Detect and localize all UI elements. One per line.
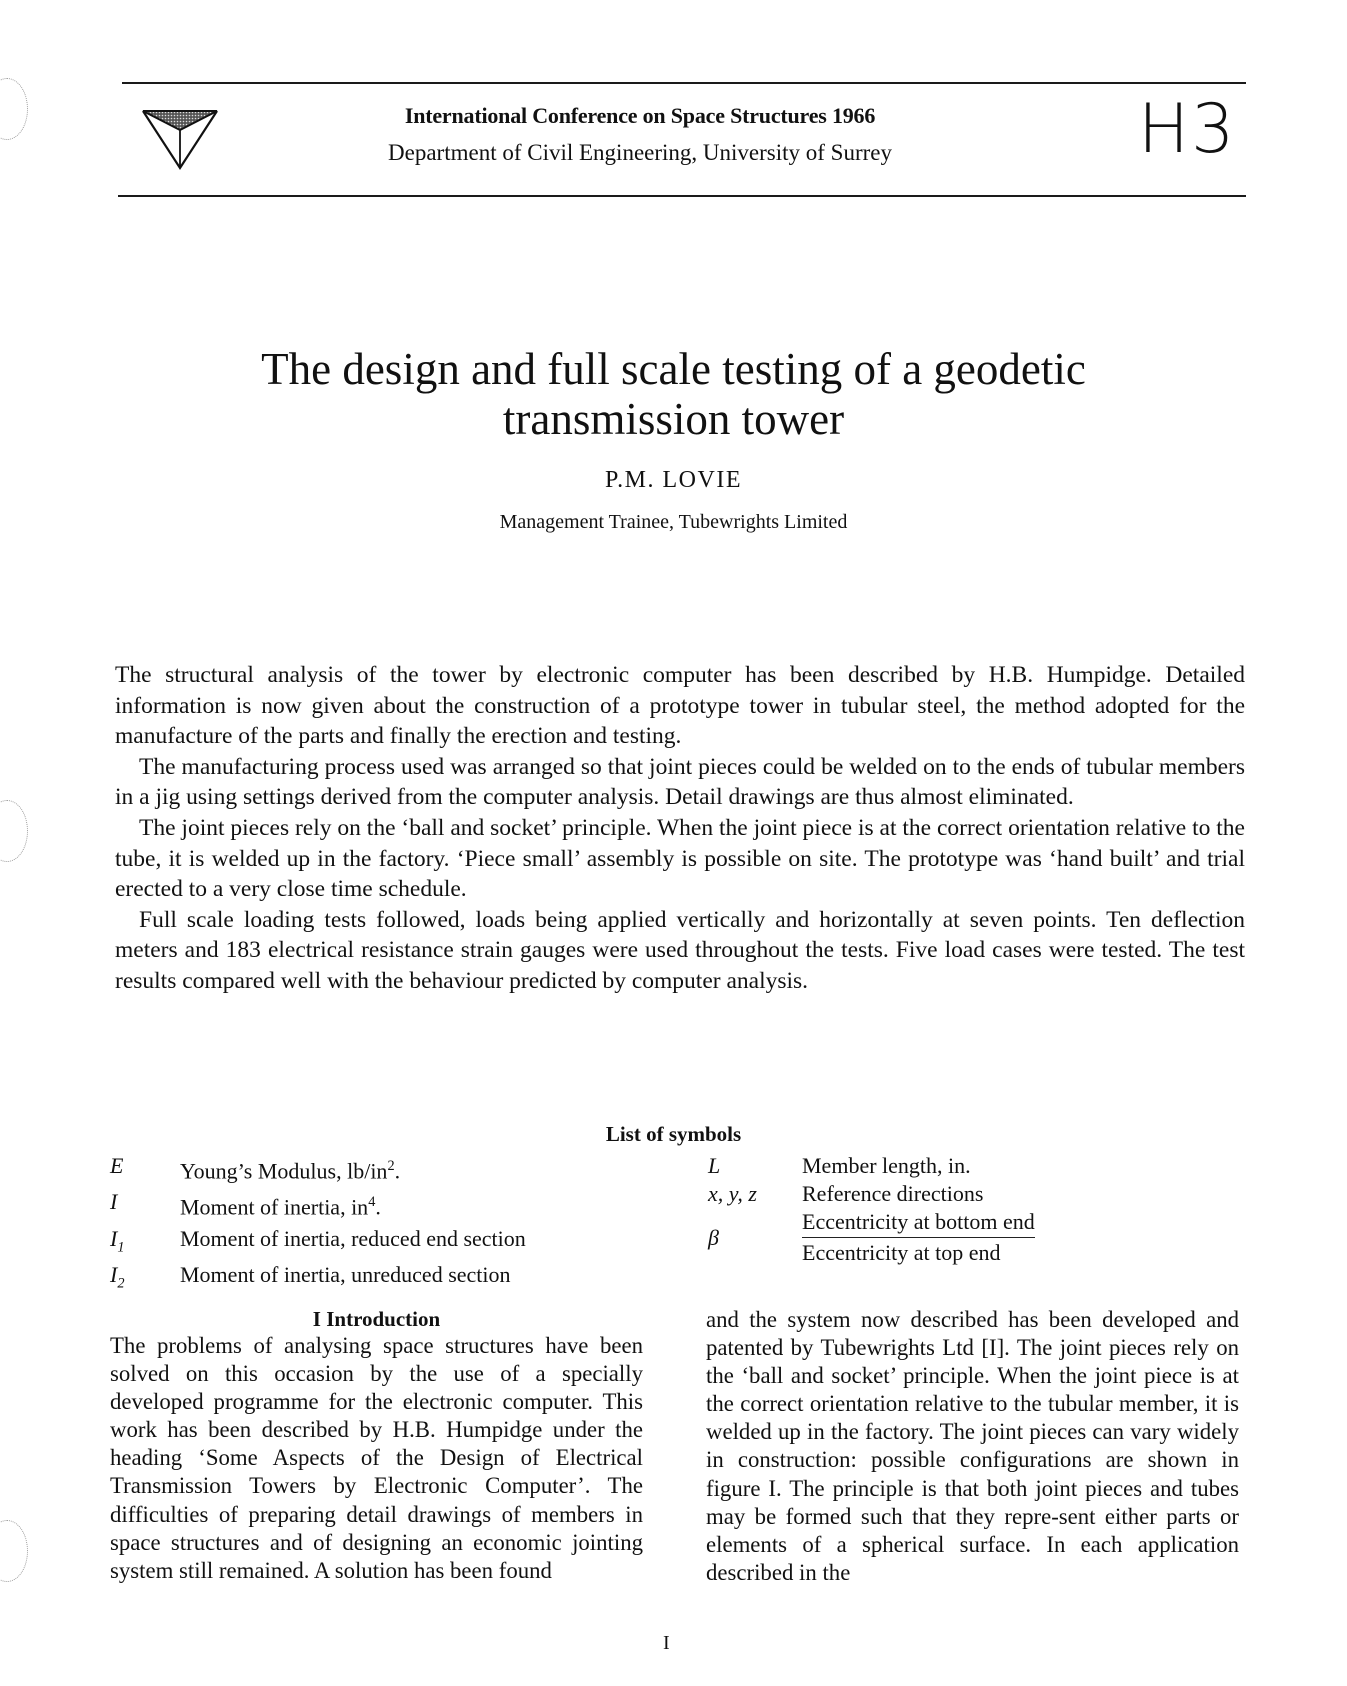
symbol-row [110, 1225, 526, 1261]
fraction-numerator: Eccentricity at bottom end [802, 1208, 1035, 1238]
symbol-row [708, 1152, 1035, 1180]
fraction-denominator: Eccentricity at top end [802, 1240, 1001, 1265]
paper-title-line: transmission tower [502, 394, 845, 444]
body-paragraph: and the system now described has been developed and patented by Tubewrights Ltd [I]. The joint pieces rely on the ‘ball and socket’ principle. When the joint piece is at the correct orientation relative to the tubular member, it is welded up in the factory. The joint pieces can vary widely in construction: possible configurations are shown in figure I. The principle is that both joint pieces and tubes may be formed such that they repre-sent either parts or elements of a spherical surface. In each application described in the [706, 1307, 1239, 1585]
symbol-key: E [110, 1153, 124, 1178]
symbols-list-left [110, 1152, 526, 1298]
symbol-key: $I_2$ [110, 1262, 125, 1292]
abstract [115, 660, 1245, 997]
author-affiliation: Management Trainee, Tubewrights Limited [499, 511, 848, 533]
symbol-row [110, 1188, 526, 1224]
symbol-row [110, 1261, 526, 1297]
conference-title: International Conference on Space Structures 1966 [404, 103, 876, 128]
body-paragraph: The problems of analysing space structures have been solved on this occasion by the use of a specially developed programme for the electronic computer. This work has been described by H.B. Humpidge under the heading ‘Some Aspects of the Design of Electrical Transmission Towers by Electronic Computer’. The difficulties of preparing detail drawings of members in space structures and of designing an economic jointing system still remained. A solution has been found [110, 1333, 643, 1583]
header-top-rule [122, 82, 1246, 84]
symbol-row [708, 1180, 1035, 1208]
paper-code: H3 [1138, 90, 1237, 169]
symbol-description: Member length, in. [802, 1153, 971, 1178]
abstract-paragraph: The joint pieces rely on the ‘ball and socket’ principle. When the joint piece is at the correct orientation relative to the tube, it is welded up in the factory. ‘Piece small’ assembly is possible on site. The prototype was ‘hand built’ and trial erected to a very close time schedule. [115, 814, 1245, 903]
symbol-key: $I_1$ [110, 1225, 125, 1256]
symbol-description: Moment of inertia, reduced end section [180, 1225, 526, 1251]
abstract-paragraph: Full scale loading tests followed, loads being applied vertically and horizontally at seven points. Ten deflection meters and 183 electrical resistance strain gauges were used throughout the tests. Five load cases were tested. The test results compared well with the behaviour predicted by computer analysis. [115, 906, 1245, 994]
symbol-key: L [708, 1153, 721, 1178]
punch-hole-mark [0, 800, 28, 862]
conference-department: Department of Civil Engineering, University of Surrey [388, 140, 892, 165]
punch-hole-mark [0, 78, 28, 140]
symbols-heading: List of symbols [605, 1122, 742, 1146]
symbol-description: Moment of inertia, unreduced section [180, 1262, 511, 1288]
abstract-paragraph: The manufacturing process used was arranged so that joint pieces could be welded on to the ends of tubular members in a jig using settings derived from the computer analysis. Detail drawings are thus almost eliminated. [115, 753, 1245, 811]
punch-hole-mark [0, 1520, 28, 1582]
section-heading-introduction: I Introduction [312, 1307, 441, 1331]
conference-logo-icon [140, 108, 220, 172]
symbol-key: I [110, 1189, 118, 1215]
author-name: P.M. LOVIE [604, 467, 742, 493]
body-column-left [110, 1306, 643, 1585]
symbol-key: x, y, z [708, 1181, 757, 1206]
symbol-description: Reference directions [802, 1181, 984, 1206]
symbol-description: Moment of inertia, $in^4$. [180, 1194, 381, 1220]
symbols-list-right [708, 1152, 1035, 1267]
body-column-right [706, 1306, 1239, 1587]
paper-title-line: The design and full scale testing of a geodetic [261, 344, 1086, 394]
paper-title [100, 344, 1247, 444]
symbol-fraction [802, 1208, 1035, 1267]
symbol-key: β [708, 1224, 719, 1250]
symbol-description: Young’s Modulus, $lb/in^2$. [180, 1158, 401, 1184]
symbol-row [708, 1208, 1035, 1267]
header-bottom-rule [118, 195, 1246, 197]
page-number: I [663, 1632, 670, 1654]
symbol-row [110, 1152, 526, 1188]
abstract-paragraph: The structural analysis of the tower by electronic computer has been described by H.B. Humpidge. Detailed information is now given about the construction of a prototype tower in tubular steel, the method adopted for the manufacture of the parts and finally the erection and testing. [115, 662, 1245, 750]
